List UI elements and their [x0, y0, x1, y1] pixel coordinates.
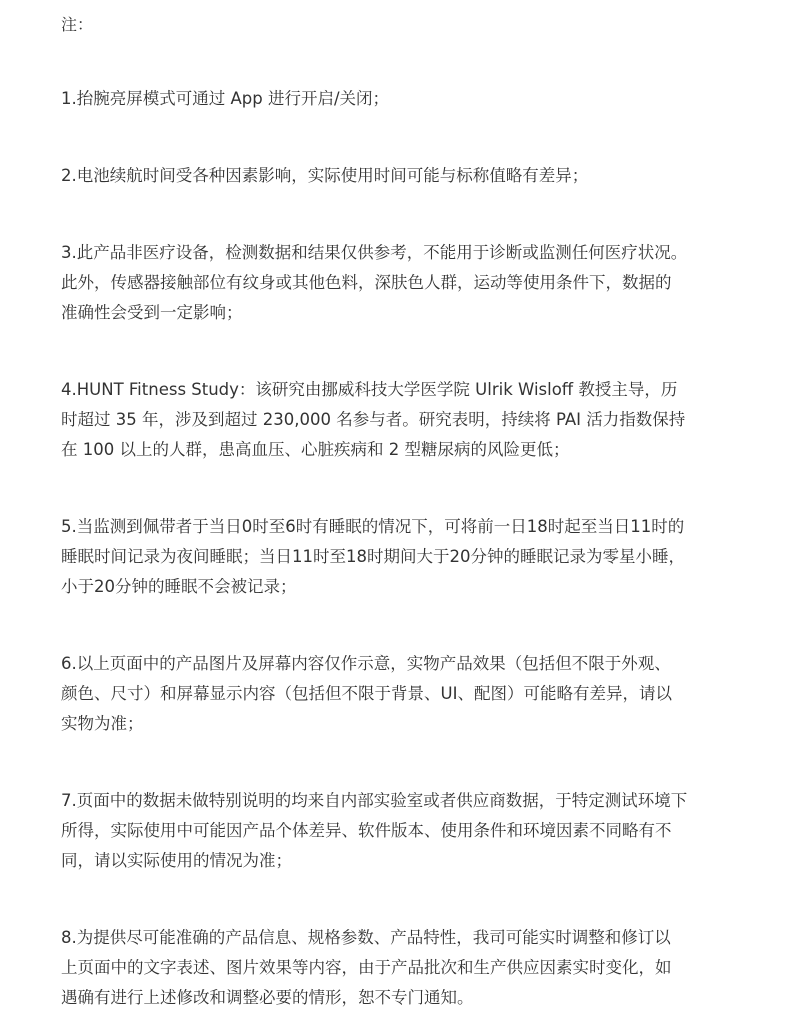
note-line: 5.当监测到佩带者于当日0时至6时有睡眠的情况下，可将前一日18时起至当日11时的: [61, 517, 685, 536]
note-line: 3.此产品非医疗设备，检测数据和结果仅供参考，不能用于诊断或监测任何医疗状况。: [61, 243, 688, 262]
note-2: [61, 161, 770, 191]
note-line: 同，请以实际使用的情况为准；: [61, 851, 292, 870]
note-line: 睡眠时间记录为夜间睡眠；当日11时至18时期间大于20分钟的睡眠记录为零星小睡，: [61, 547, 685, 566]
spacer: [61, 42, 770, 84]
note-6: [61, 649, 770, 739]
note-8: [61, 923, 770, 1013]
spacer: [61, 876, 770, 923]
notes-heading: 注：: [61, 15, 94, 34]
note-line: 2.电池续航时间受各种因素影响，实际使用时间可能与标称值略有差异；: [61, 166, 589, 185]
note-line: 所得，实际使用中可能因产品个体差异、软件版本、使用条件和环境因素不同略有不: [61, 821, 672, 840]
note-line: 实物为准；: [61, 714, 144, 733]
note-line: 小于20分钟的睡眠不会被记录；: [61, 577, 297, 596]
note-line: 1.抬腕亮屏模式可通过 App 进行开启/关闭；: [61, 89, 390, 108]
spacer: [61, 465, 770, 512]
spacer: [61, 328, 770, 375]
note-line: 时超过 35 年，涉及到超过 230,000 名参与者。研究表明，持续将 PAI 活力指数保持: [61, 410, 686, 429]
spacer: [61, 114, 770, 161]
spacer: [61, 602, 770, 649]
note-line: 6.以上页面中的产品图片及屏幕内容仅作示意，实物产品效果（包括但不限于外观、: [61, 654, 671, 673]
note-line: 8.为提供尽可能准确的产品信息、规格参数、产品特性，我司可能实时调整和修订以: [61, 928, 671, 947]
note-line: 在 100 以上的人群，患高血压、心脏疾病和 2 型糖尿病的风险更低；: [61, 440, 570, 459]
note-7: [61, 786, 770, 876]
note-line: 准确性会受到一定影响；: [61, 303, 243, 322]
note-1: [61, 84, 770, 114]
note-line: 4.HUNT Fitness Study：该研究由挪威科技大学医学院 Ulrik Wisloff 教授主导，历: [61, 380, 678, 399]
spacer: [61, 739, 770, 786]
note-3: [61, 238, 770, 328]
note-line: 上页面中的文字表述、图片效果等内容，由于产品批次和生产供应因素实时变化，如: [61, 958, 672, 977]
spacer: [61, 191, 770, 238]
note-line: 7.页面中的数据未做特别说明的均来自内部实验室或者供应商数据，于特定测试环境下: [61, 791, 688, 810]
note-line: 颜色、尺寸）和屏幕显示内容（包括但不限于背景、UI、配图）可能略有差异，请以: [61, 684, 672, 703]
note-4: [61, 375, 770, 465]
note-5: [61, 512, 770, 602]
note-line: 遇确有进行上述修改和调整必要的情形，恕不专门通知。: [61, 988, 474, 1007]
note-line: 此外，传感器接触部位有纹身或其他色料，深肤色人群，运动等使用条件下，数据的: [61, 273, 672, 292]
